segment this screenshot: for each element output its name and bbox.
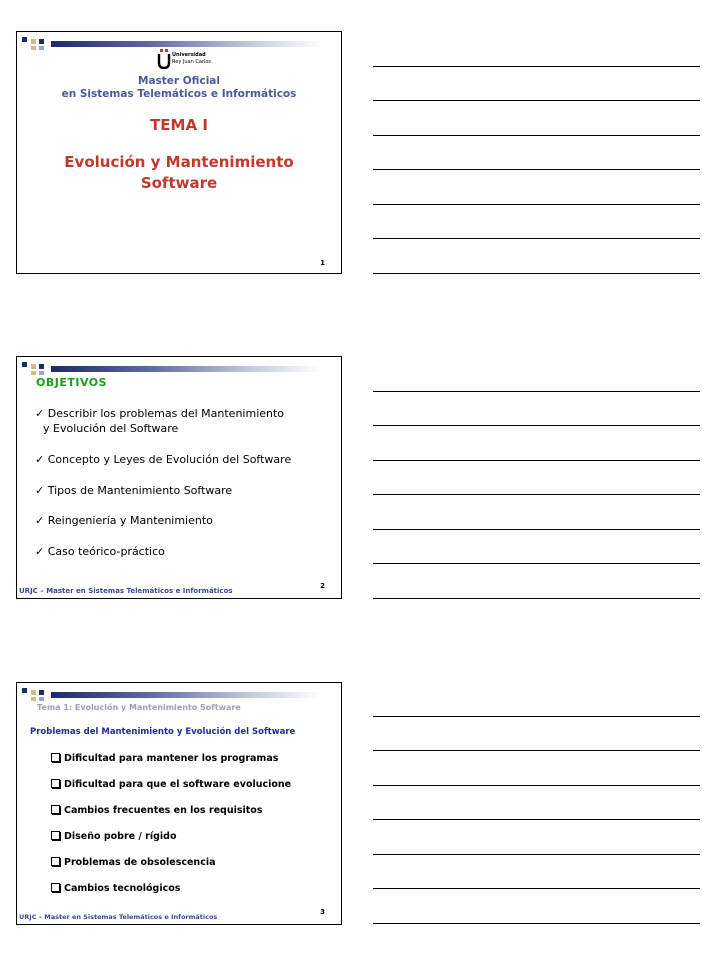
slide-footer: URJC – Master en Sistemas Telemáticos e Informáticos	[19, 587, 233, 595]
slide-heading: Problemas del Mantenimiento y Evolución del Software	[30, 727, 296, 737]
checkbox-icon	[51, 805, 60, 814]
master-title-line2: en Sistemas Telemáticos e Informáticos	[61, 88, 297, 100]
section-title: Tema 1: Evolución y Mantenimiento Software	[37, 703, 241, 712]
list-item	[35, 453, 291, 466]
master-title-line1: Master Oficial	[138, 75, 220, 87]
page-number: 3	[320, 908, 325, 916]
check-icon: ✓	[35, 545, 45, 558]
page-number: 1	[320, 259, 325, 267]
list-item-text: Describir los problemas del Mantenimiento	[47, 407, 285, 420]
checkbox-icon	[51, 779, 60, 788]
check-icon: ✓	[35, 514, 45, 527]
logo-text-line1: Universidad	[172, 52, 206, 58]
list-item	[35, 545, 165, 558]
list-item-text: Diseño pobre / rígido	[64, 831, 177, 842]
slide-3	[16, 682, 342, 925]
list-item	[35, 514, 213, 527]
tema-label: TEMA I	[150, 116, 208, 134]
list-item-text: Dificultad para mantener los programas	[64, 753, 279, 764]
list-item-text: Dificultad para que el software evolucione	[64, 779, 292, 790]
slide-decoration	[19, 360, 319, 376]
list-item	[51, 753, 278, 764]
list-item-text: Concepto y Leyes de Evolución del Software	[47, 453, 292, 466]
check-icon: ✓	[35, 484, 45, 497]
slide-2	[16, 356, 342, 599]
list-item	[51, 857, 216, 868]
page-number: 2	[320, 582, 325, 590]
list-item-text: Cambios tecnológicos	[64, 883, 181, 894]
list-item-text: Caso teórico-práctico	[47, 545, 165, 558]
list-item	[51, 779, 291, 790]
slide-decoration	[19, 686, 319, 702]
slide-title-line1: Evolución y Mantenimiento	[64, 153, 294, 171]
check-icon: ✓	[35, 453, 45, 466]
checkbox-icon	[51, 857, 60, 866]
list-item-text: Tipos de Mantenimiento Software	[47, 484, 233, 497]
logo-text-line2: Rey Juan Carlos	[172, 59, 212, 65]
slide-footer: URJC – Master en Sistemas Telemáticos e Informáticos	[19, 913, 218, 921]
slide-1	[16, 31, 342, 274]
list-item-text-continued: y Evolución del Software	[43, 422, 179, 435]
list-item-text: Reingeniería y Mantenimiento	[47, 514, 213, 527]
list-item	[51, 831, 177, 842]
checkbox-icon	[51, 831, 60, 840]
university-logo	[157, 49, 217, 71]
objetivos-heading: OBJETIVOS	[36, 376, 108, 389]
list-item	[51, 805, 262, 816]
checkbox-icon	[51, 753, 60, 762]
checkbox-icon	[51, 883, 60, 892]
list-item	[35, 407, 284, 435]
list-item	[35, 484, 232, 497]
check-icon: ✓	[35, 407, 45, 420]
slide-title-line2: Software	[140, 174, 218, 192]
list-item	[51, 883, 180, 894]
list-item-text: Problemas de obsolescencia	[64, 857, 216, 868]
list-item-text: Cambios frecuentes en los requisitos	[64, 805, 263, 816]
